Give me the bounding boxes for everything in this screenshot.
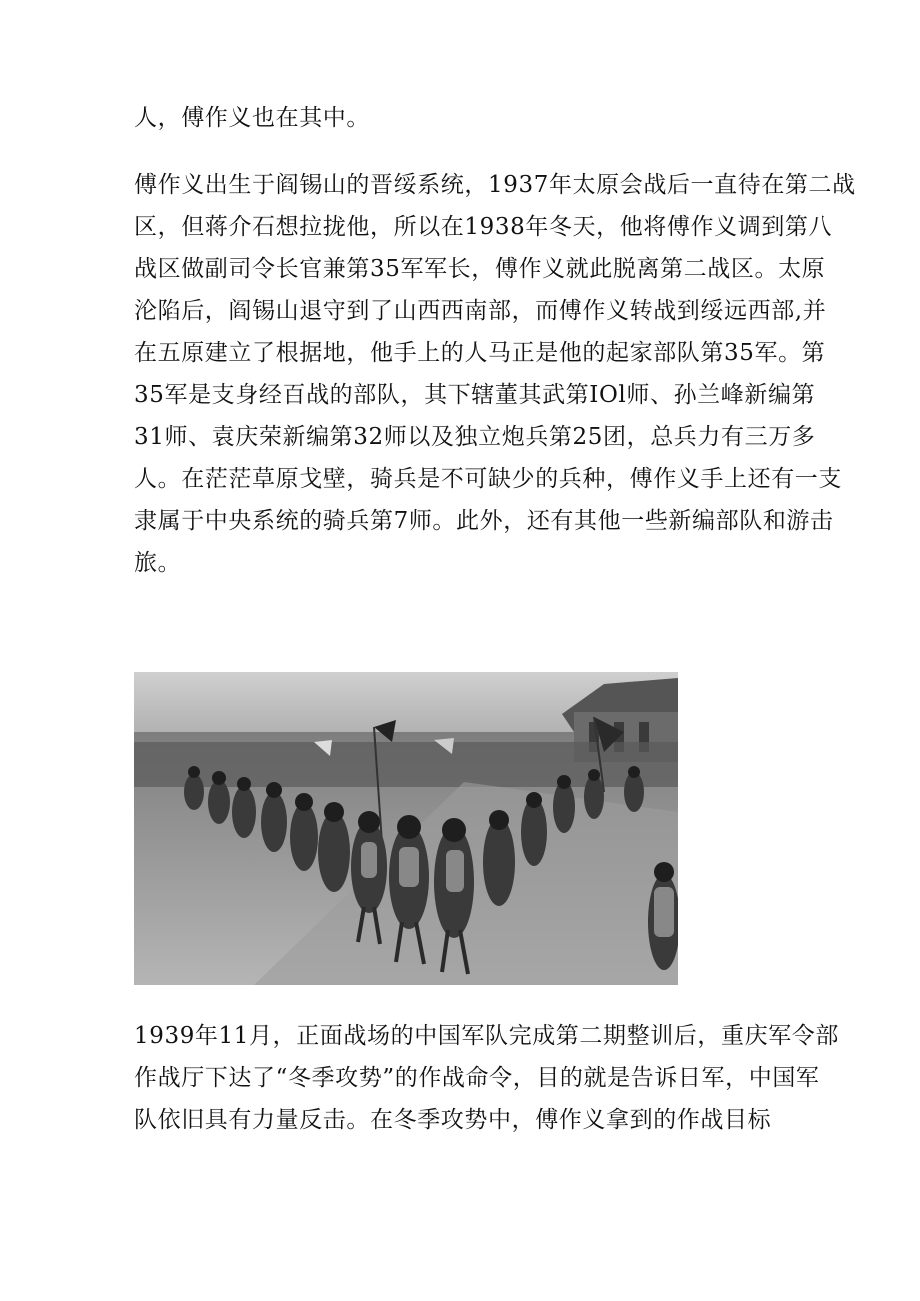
marching-soldiers-icon: [134, 672, 678, 985]
text-line: 31师、袁庆荣新编第32师以及独立炮兵第25团，总兵力有三万多: [134, 424, 816, 450]
historical-photo: [134, 672, 678, 985]
text-line: 战区做副司令长官兼第35军军长，傅作义就此脱离第二战区。太原: [134, 256, 826, 282]
text-line: 旅。: [134, 550, 182, 576]
text-line: 在五原建立了根据地，他手上的人马正是他的起家部队第35军。第: [134, 340, 826, 366]
text-line: 隶属于中央系统的骑兵第7师。此外，还有其他一些新编部队和游击: [134, 508, 834, 534]
text-line: 队依旧具有力量反击。在冬季攻势中，傅作义拿到的作战目标: [134, 1107, 772, 1133]
text-line: 人，傅作义也在其中。: [134, 105, 370, 131]
text-line: 沦陷后，阎锡山退守到了山西西南部，而傅作义转战到绥远西部,并: [134, 298, 827, 324]
text-line: 区，但蒋介石想拉拢他，所以在1938年冬天，他将傅作义调到第八: [134, 214, 833, 240]
text-line: 35军是支身经百战的部队，其下辖董其武第IOl师、孙兰峰新编第: [134, 382, 816, 408]
text-line: 1939年11月，正面战场的中国军队完成第二期整训后，重庆军令部: [134, 1023, 839, 1049]
text-line: 傅作义出生于阎锡山的晋绥系统，1937年太原会战后一直待在第二战: [134, 172, 856, 198]
text-line: 人。在茫茫草原戈壁，骑兵是不可缺少的兵种，傅作义手上还有一支: [134, 466, 842, 492]
text-line: 作战厅下达了“冬季攻势”的作战命令，目的就是告诉日军，中国军: [134, 1065, 820, 1091]
